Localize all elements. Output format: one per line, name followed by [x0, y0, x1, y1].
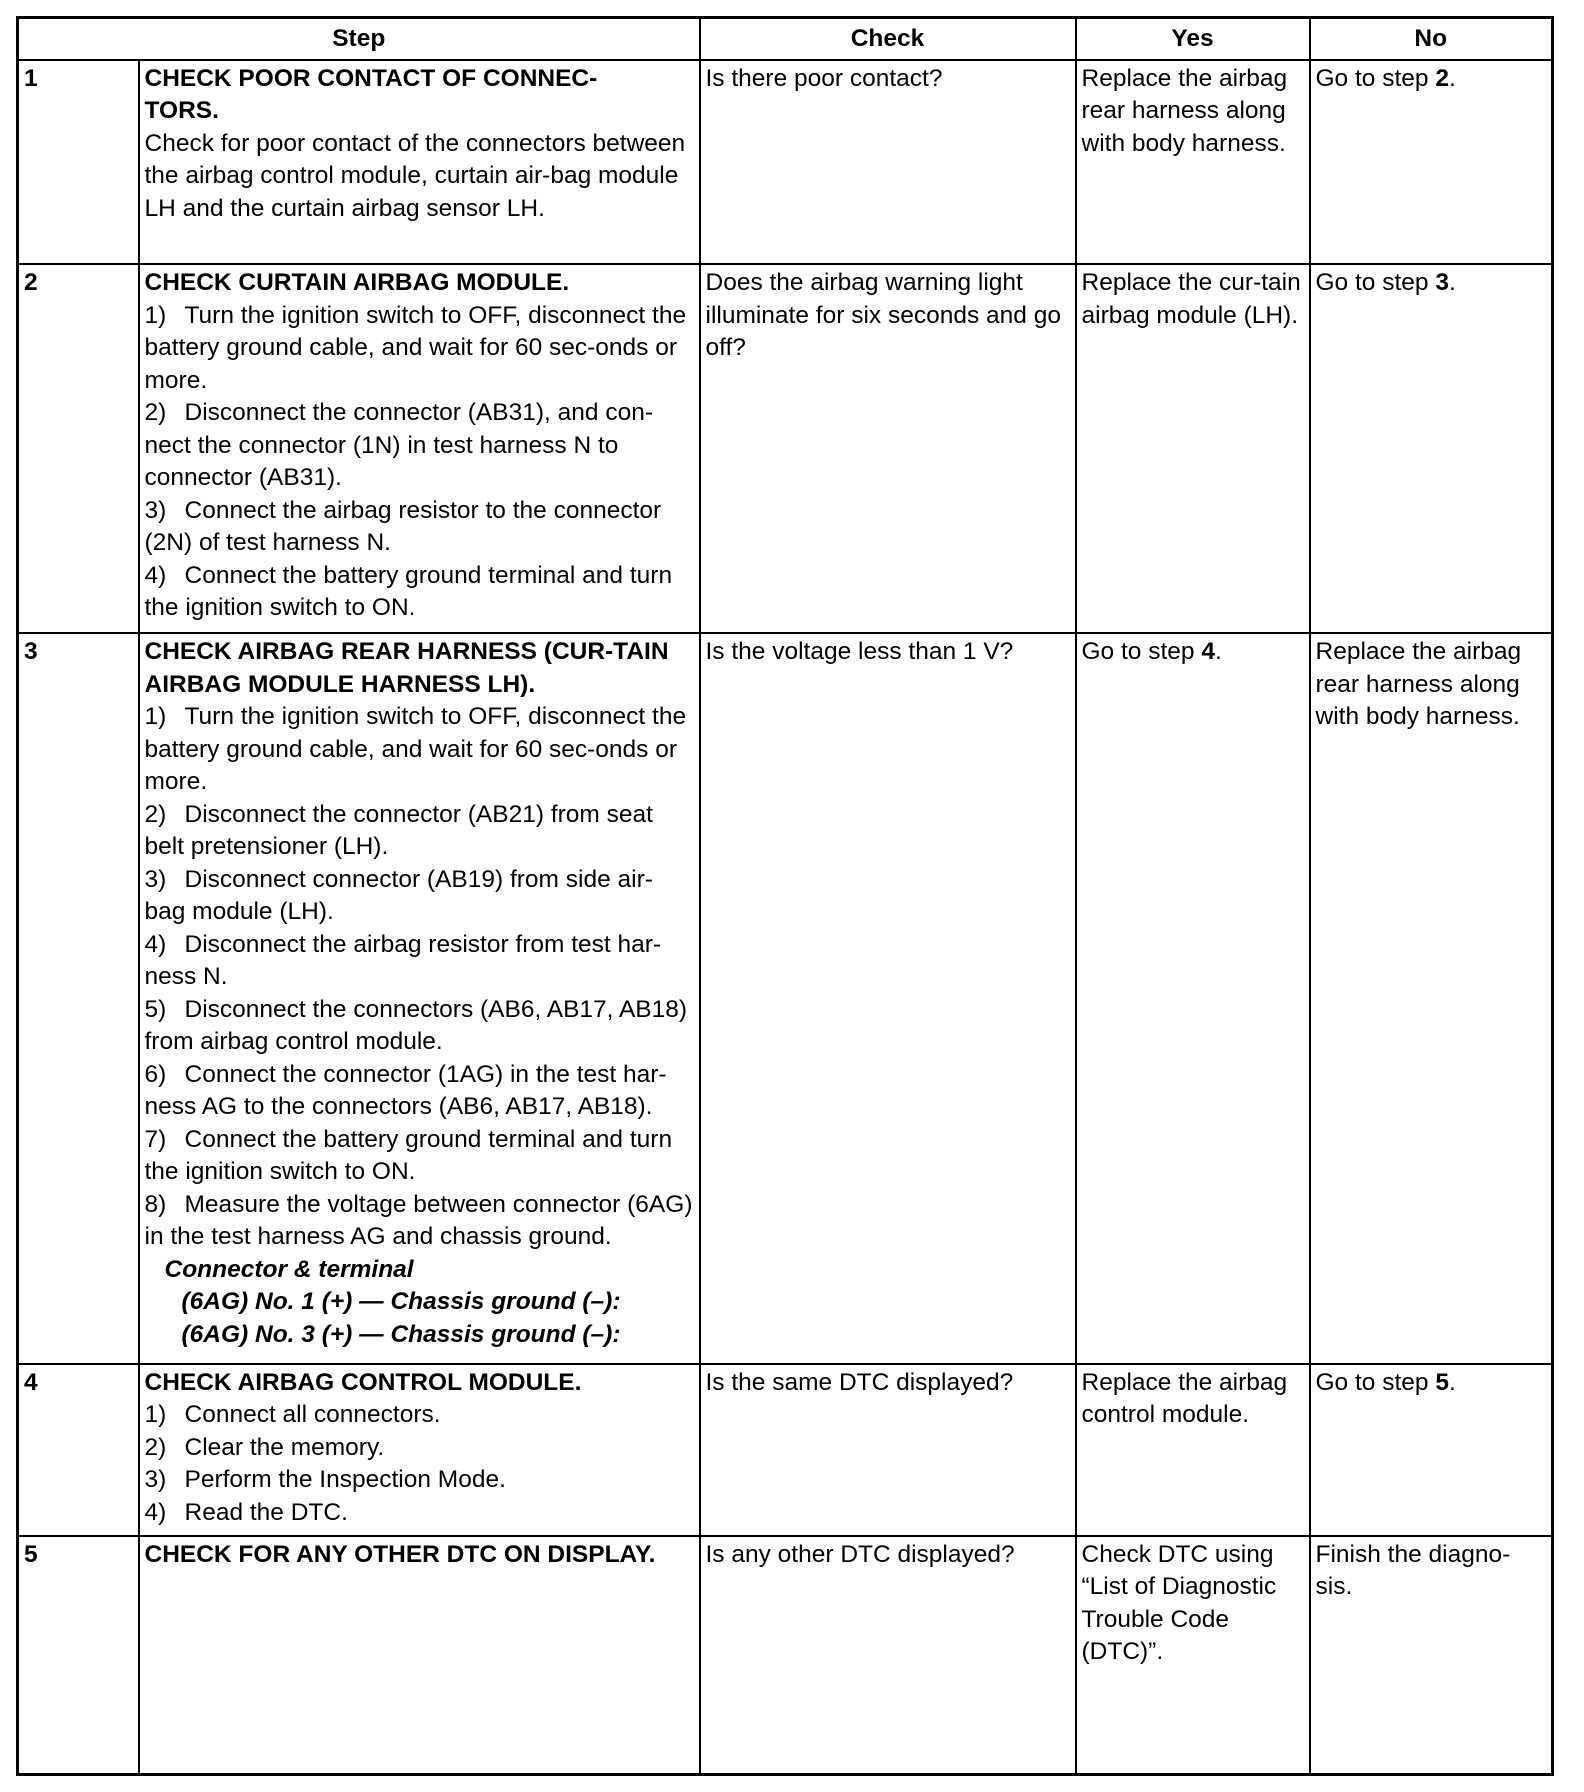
step-number: 2: [18, 264, 139, 633]
instruction-number: 7): [144, 1125, 167, 1153]
check-cell: Is the voltage less than 1 V?: [700, 633, 1076, 1364]
no-cell: [1310, 60, 1553, 265]
instruction: [145, 560, 694, 625]
no-step-number: 5: [1435, 1368, 1449, 1396]
instruction-text: Measure the voltage between connector (6AG) in the test harness AG and chassis ground.: [144, 1190, 693, 1251]
instruction: [145, 799, 694, 864]
instruction-text: Connect the battery ground terminal and turn the ignition switch to ON.: [144, 1125, 673, 1186]
no-step-number: 3: [1435, 269, 1449, 296]
check-cell: Is there poor contact?: [700, 60, 1076, 265]
spec-heading: Connector & terminal: [164, 1255, 414, 1283]
instruction-number: 2): [144, 399, 167, 426]
yes-cell: Replace the cur-tain airbag module (LH).: [1076, 264, 1310, 633]
instruction-number: 5): [144, 995, 167, 1023]
instruction: [145, 300, 694, 398]
instruction-number: 4): [144, 561, 167, 589]
step-number: 3: [18, 633, 139, 1364]
instruction-text: Clear the memory.: [184, 1433, 385, 1461]
instruction-text: Turn the ignition switch to OFF, disconnect the battery ground cable, and wait for 60 sec-onds or more.: [144, 301, 687, 394]
yes-suffix: .: [1215, 638, 1222, 666]
instruction-number: 4): [144, 1498, 167, 1526]
no-cell: Finish the diagno-sis.: [1310, 1536, 1553, 1775]
instruction: [145, 701, 694, 799]
table-row: [18, 1536, 1553, 1775]
no-suffix: .: [1449, 1368, 1456, 1396]
instruction: [145, 1432, 694, 1465]
table-row: [18, 1364, 1553, 1536]
instruction-number: 2): [144, 800, 167, 828]
yes-text: Go to step: [1081, 638, 1202, 666]
step-title: CHECK AIRBAG REAR HARNESS (CUR-TAIN AIRBAG MODULE HARNESS LH).: [144, 638, 669, 698]
yes-cell: [1076, 633, 1310, 1364]
instruction-number: 6): [144, 1060, 167, 1088]
no-cell: Replace the airbag rear harness along with body harness.: [1310, 633, 1553, 1364]
instruction-text: Disconnect the airbag resistor from test har-ness N.: [144, 930, 662, 991]
instruction-number: 1): [144, 703, 167, 731]
instruction-text: Disconnect connector (AB19) from side air-bag module (LH).: [144, 865, 653, 926]
instruction-text: Disconnect the connector (AB21) from seat belt pretensioner (LH).: [144, 800, 653, 861]
no-cell: [1310, 264, 1553, 633]
step-cell: [139, 60, 700, 265]
table-row: [18, 60, 1553, 265]
instruction-text: Disconnect the connectors (AB6, AB17, AB18) from airbag control module.: [144, 995, 688, 1056]
instruction-text: Disconnect the connector (AB31), and con-nect the connector (1N) in test harness N to connector (AB31).: [144, 399, 653, 491]
instruction-text: Connect all connectors.: [184, 1401, 441, 1429]
header-no: No: [1310, 18, 1553, 60]
step-cell: [139, 264, 700, 633]
step-title: CHECK AIRBAG CONTROL MODULE.: [144, 1368, 582, 1396]
spec-line: (6AG) No. 3 (+) — Chassis ground (–):: [181, 1320, 621, 1348]
instruction-text: Turn the ignition switch to OFF, disconnect the battery ground cable, and wait for 60 sec-onds or more.: [144, 703, 687, 796]
instruction-number: 2): [144, 1433, 167, 1461]
instruction-number: 3): [144, 865, 167, 893]
step-title: CHECK CURTAIN AIRBAG MODULE.: [144, 269, 570, 296]
instruction-text: Connect the battery ground terminal and turn the ignition switch to ON.: [144, 561, 673, 621]
yes-cell: Replace the airbag rear harness along with body harness.: [1076, 60, 1310, 265]
instruction: [145, 1497, 694, 1530]
step-number: 1: [18, 60, 139, 265]
step-cell: [139, 633, 700, 1364]
no-text: Go to step: [1315, 269, 1436, 296]
no-text: Go to step: [1315, 64, 1436, 92]
instruction-text: Connect the airbag resistor to the connector (2N) of test harness N.: [144, 496, 662, 556]
diagnostic-table: [16, 16, 1554, 1776]
instruction-number: 1): [144, 301, 167, 329]
no-suffix: .: [1449, 64, 1456, 92]
header-step: Step: [18, 18, 700, 60]
table-row: [18, 633, 1553, 1364]
spec-line: (6AG) No. 1 (+) — Chassis ground (–):: [181, 1288, 621, 1316]
header-yes: Yes: [1076, 18, 1310, 60]
instruction-number: 3): [144, 496, 167, 524]
header-check: Check: [700, 18, 1076, 60]
header-row: [18, 18, 1553, 60]
instruction: [145, 1059, 694, 1124]
instruction: [145, 1189, 694, 1254]
no-text: Go to step: [1315, 1368, 1436, 1396]
step-title: CHECK POOR CONTACT OF CONNEC- TORS.: [144, 64, 598, 124]
step-number: 5: [18, 1536, 139, 1775]
no-step-number: 2: [1435, 64, 1449, 92]
no-suffix: .: [1449, 269, 1456, 296]
instruction: [145, 495, 694, 560]
instruction: [145, 1399, 694, 1432]
instruction-text: Read the DTC.: [184, 1498, 348, 1526]
table-row: [18, 264, 1553, 633]
step-cell: [139, 1364, 700, 1536]
instruction-text: Perform the Inspection Mode.: [184, 1466, 506, 1494]
yes-step-number: 4: [1201, 638, 1215, 666]
step-cell: [139, 1536, 700, 1775]
yes-cell: Replace the airbag control module.: [1076, 1364, 1310, 1536]
instruction: [145, 929, 694, 994]
no-cell: [1310, 1364, 1553, 1536]
instruction: [145, 1124, 694, 1189]
step-title: CHECK FOR ANY OTHER DTC ON DISPLAY.: [144, 1540, 656, 1568]
instruction-number: 8): [144, 1190, 167, 1218]
instruction: [145, 864, 694, 929]
check-cell: Is the same DTC displayed?: [700, 1364, 1076, 1536]
check-cell: Does the airbag warning light illuminate for six seconds and go off?: [700, 264, 1076, 633]
step-description: Check for poor contact of the connectors between the airbag control module, curtain air-bag module LH and the curtain airbag sensor LH.: [144, 129, 686, 222]
check-cell: Is any other DTC displayed?: [700, 1536, 1076, 1775]
instruction-number: 1): [144, 1401, 167, 1429]
instruction-text: Connect the connector (1AG) in the test har-ness AG to the connectors (AB6, AB17, AB18).: [144, 1060, 667, 1121]
instruction: [145, 1464, 694, 1497]
instruction: [145, 397, 694, 495]
instruction-number: 4): [144, 930, 167, 958]
instruction-number: 3): [144, 1466, 167, 1494]
yes-cell: Check DTC using “List of Diagnostic Trouble Code (DTC)”.: [1076, 1536, 1310, 1775]
instruction: [145, 994, 694, 1059]
step-number: 4: [18, 1364, 139, 1536]
